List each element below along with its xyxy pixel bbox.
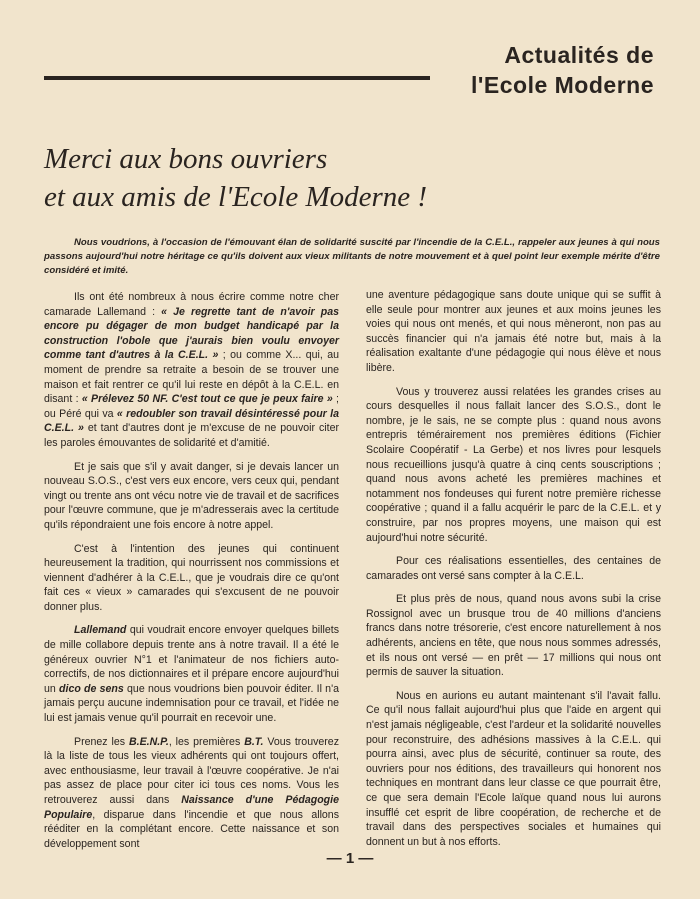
- section-title-line1: Actualités de: [504, 42, 654, 68]
- text-run: , les premières: [168, 735, 245, 748]
- text-run: qui voudrait encore envoyer quelques billets de mille collabore depuis trente ans à notre travail. Il a été le généreux ouvrier N°1 et l'animateur de nos fichiers auto-correctifs, de nos dictionnaires et il prépare encore aujourd'hui un: [44, 624, 339, 695]
- right-column: [366, 288, 661, 858]
- page-number: — 1 —: [326, 850, 374, 867]
- article-headline: [44, 140, 664, 216]
- right-paragraph-2: Vous y trouverez aussi relatées les grandes crises au cours desquelles il nous fallait lancer des S.O.S., dont le nombre, je le sais, ne se compte plus : quand nous avons entrepris témérairement nos premières éditions (Fichier Scolaire Coopératif - La Gerbe) et nos livres pour lesquels nous recueillions jusqu'à quatre à cinq cents souscriptions ; quand nous avons acheté les premières machines et notamment nos fondeuses qui furent notre première richesse coopérative ; quand il a fallu acquérir le parc de la C.E.L. et y construire, par nos propres moyens, une maison qui est aujourd'hui notre sécurité.: [366, 385, 661, 544]
- headline-line2: et aux amis de l'Ecole Moderne !: [44, 181, 428, 213]
- name-lallemand: Lallemand: [74, 624, 127, 637]
- left-paragraph-3: C'est à l'intention des jeunes qui continuent heureusement la tradition, qui nourrissent nos commissions et viennent d'adhérer à la C.E.L., que je voudrais dire ce qu'ont fait ces « vieux » camarades qui s'excusent de ne pouvoir donner plus.: [44, 542, 339, 613]
- left-column: [44, 290, 339, 860]
- right-paragraph-5: Nous en aurions eu autant maintenant s'il l'avait fallu. Ce qu'il nous fallait aujourd'hui plus que l'aide en argent qui n'est jamais négligeable, c'est l'ardeur et la solidarité nouvelles pour reconstruire, des adhésions massives à la C.E.L. qui pourra ainsi, avec plus de sécurité, continuer sa route, des ouvriers pour nos éditions, des travailleurs qui honorent nos techniques en montrant dans leur classe ce que pourrait être, ce que sera demain l'Ecole laïque quand nous lui aurons insufflé cet esprit de libre coopération, de recherche et de travail dans des perspectives sociales et humaines qui donnent un but à nos efforts.: [366, 689, 661, 848]
- text-run: ; ou Péré qui va: [44, 393, 339, 420]
- right-paragraph-4: Et plus près de nous, quand nous avons subi la crise Rossignol avec un brusque trou de 40 millions d'anciens francs dans notre trésorerie, c'est encore naturellement à nos adhérents, anciens en tête, que nous nous sommes adressés, et ils nous ont versé — en prêt — 17 millions qui nous ont permis de sauver la situation.: [366, 593, 661, 679]
- right-paragraph-1: une aventure pédagogique sans doute unique qui se suffit à elle seule pour montrer aux jeunes et aux moins jeunes les voies qui nous ont menés, et qui nous mèneront, non pas au succès financier qui n'a jamais été notre but, mais à la réalisation exaltante d'une pédagogie qui nous élève et nous libère.: [366, 289, 661, 374]
- text-run: que nous voudrions bien pouvoir éditer. Il n'a jamais perçu aucune indemnisation pour ce travail, et l'idée ne lui est jamais venue qu'il pourrait en recevoir une.: [44, 682, 339, 725]
- text-run: ; ou comme X... qui, au moment de prendre sa retraite a besoin de se trouver une maison et fait rentrer ce qu'il lui reste en dépôt à la C.E.L. en disant :: [44, 349, 339, 406]
- bt-title: B.T.: [244, 735, 264, 748]
- left-paragraph-4: [44, 623, 339, 725]
- article-intro: Nous voudrions, à l'occasion de l'émouvant élan de solidarité suscité par l'incendie de la C.E.L., rappeler aux jeunes à qui nous passons aujourd'hui notre héritage ce qu'ils doivent aux vieux militants de notre mouvement et à quel point leur exemple mérite d'être considéré et imité.: [44, 237, 660, 276]
- left-paragraph-1: [44, 290, 339, 451]
- left-paragraph-5: [44, 735, 339, 852]
- quote-pere: « redoubler son travail désintéressé pour la C.E.L. »: [44, 407, 339, 435]
- section-title: [471, 40, 654, 100]
- text-run: et tant d'autres dont je m'excuse de ne pouvoir citer les paroles émouvantes de solidarité et d'amitié.: [44, 422, 339, 449]
- section-title-line2: l'Ecole Moderne: [471, 72, 654, 98]
- quote-x: « Prélevez 50 NF. C'est tout ce que je peux faire »: [81, 393, 333, 406]
- benp-title: B.E.N.P.: [128, 735, 169, 748]
- right-paragraph-3: Pour ces réalisations essentielles, des centaines de camarades ont versé sans compter à la C.E.L.: [366, 555, 661, 582]
- headline-line1: Merci aux bons ouvriers: [44, 143, 328, 175]
- dico-title: dico de sens: [59, 682, 124, 695]
- text-run: Vous trouverez là la liste de tous les vieux adhérents qui ont toujours offert, avec enthousiasme, leur travail à l'œuvre coopérative. Je n'ai pas assez de place pour citer ici tous ces noms. Vous les retrouverez aussi dans: [44, 735, 339, 806]
- text-run: Ils ont été nombreux à nous écrire comme notre cher camarade Lallemand :: [44, 291, 339, 318]
- quote-lallemand: « Je regrette tant de n'avoir pas encore pu dégager de mon budget handicapé par la construction l'obole que j'aurais bien voulu envoyer comme tant d'autres à la C.E.L. »: [44, 305, 339, 362]
- book-title: Naissance d'une Pédagogie Populaire: [44, 794, 339, 821]
- left-paragraph-2: Et je sais que s'il y avait danger, si je devais lancer un nouveau S.O.S., c'est vers eux encore, vers ceux qui, pendant vingt ou trente ans ont vécu notre vie de travail et de sacrifices pour l'œuvre commune, que je m'adresserais avec la certitude qu'ils répondraient une fois encore à notre appel.: [44, 460, 339, 531]
- text-run: , disparue dans l'incendie et que nous allons rééditer en la complétant encore. Cette naissance et son développement sont: [44, 808, 339, 850]
- header-rule: [44, 76, 430, 80]
- text-run: Prenez les: [74, 735, 129, 748]
